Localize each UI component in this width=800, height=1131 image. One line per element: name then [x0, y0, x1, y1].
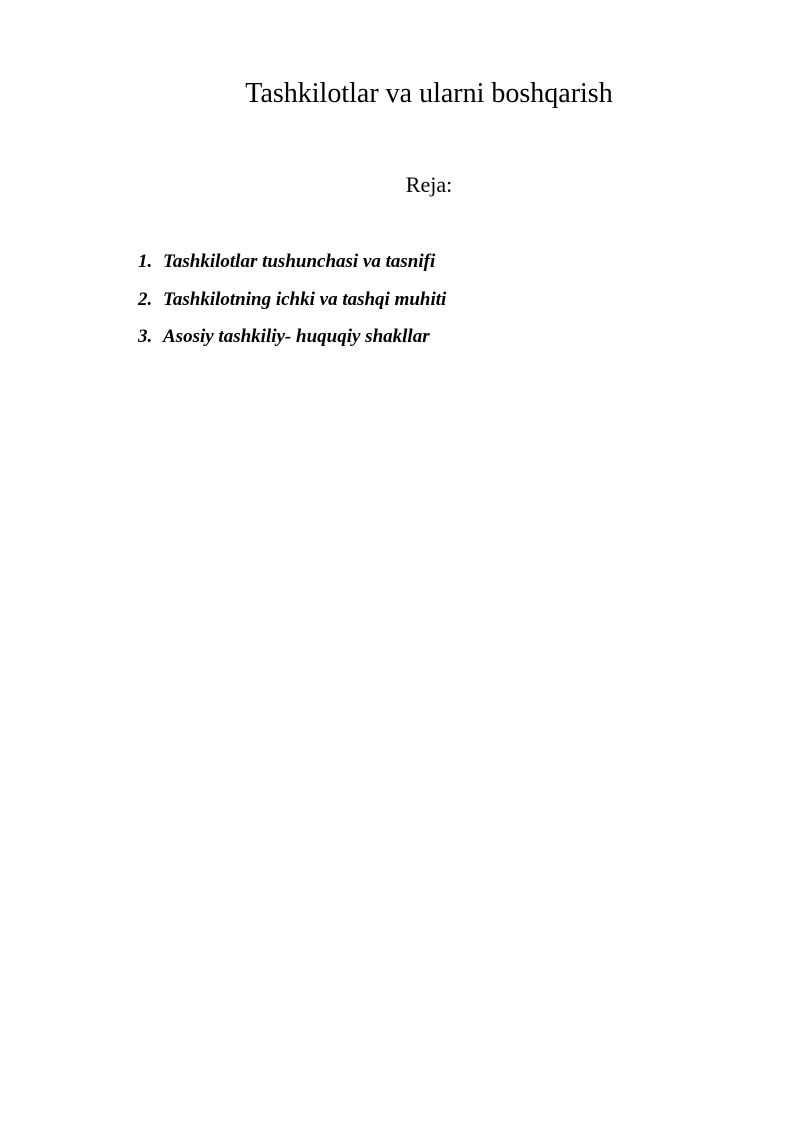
- plan-item-number: 3.: [138, 326, 153, 347]
- plan-list: [138, 243, 446, 356]
- plan-item-number: 2.: [138, 288, 153, 310]
- plan-item-2: [138, 281, 446, 319]
- plan-item-text: Tashkilotlar tushunchasi va tasnifi: [163, 251, 436, 272]
- plan-item-text: Tashkilotning ichki va tashqi muhiti: [163, 288, 447, 310]
- document-title: Tashkilotlar va ularni boshqarish: [245, 78, 613, 109]
- plan-item-number: 1.: [138, 251, 153, 272]
- plan-item-text: Asosiy tashkiliy- huquqiy shakllar: [163, 326, 430, 347]
- plan-heading: Reja:: [405, 172, 453, 197]
- plan-item-3: [138, 318, 446, 356]
- plan-item-1: [138, 243, 446, 281]
